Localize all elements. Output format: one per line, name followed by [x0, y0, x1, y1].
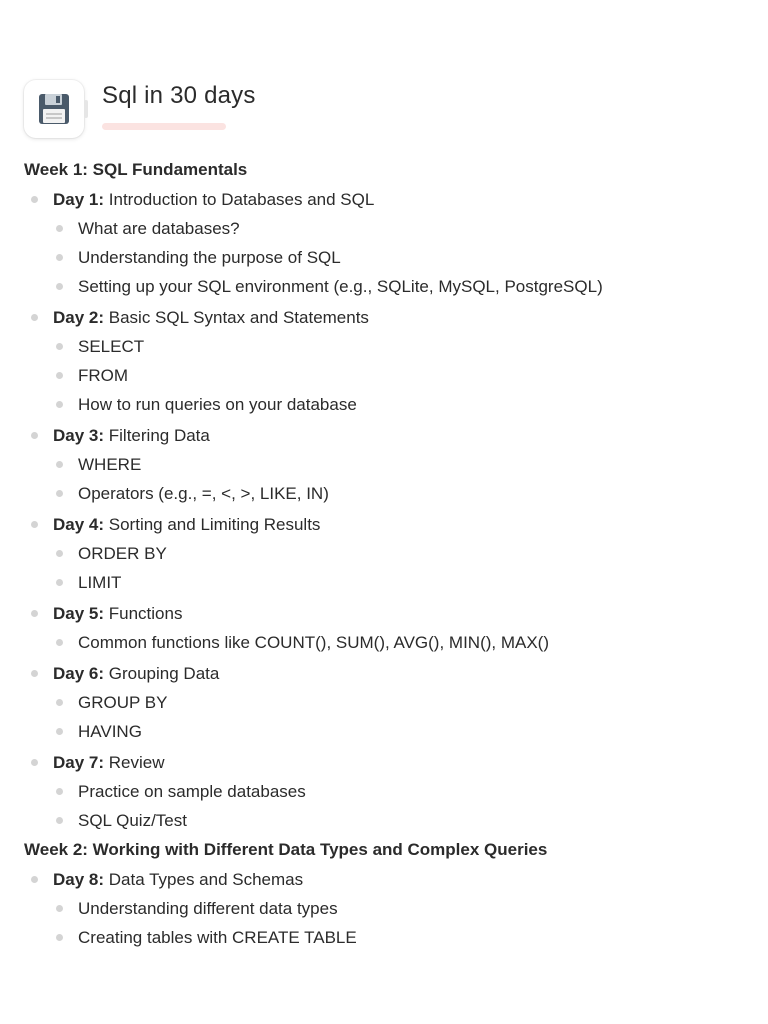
bullet-icon: [56, 283, 63, 290]
week-heading[interactable]: Week 1: SQL Fundamentals: [24, 160, 248, 179]
subtopic-list-item[interactable]: [24, 688, 754, 717]
subtopic-list-item[interactable]: [24, 539, 754, 568]
subtopic-list-item[interactable]: [24, 361, 754, 390]
bullet-icon: [56, 225, 63, 232]
subtopic-text: SQL Quiz/Test: [78, 811, 187, 830]
bullet-icon: [56, 579, 63, 586]
subtopic-text: GROUP BY: [78, 693, 168, 712]
day-topic: Grouping Data: [108, 664, 220, 683]
bullet-icon: [56, 905, 63, 912]
subtopic-text: Setting up your SQL environment (e.g., SQLite, MySQL, PostgreSQL): [78, 277, 603, 296]
day-label: Day 2:: [53, 308, 105, 327]
subtopic-text: Common functions like COUNT(), SUM(), AVG(), MIN(), MAX(): [78, 633, 549, 652]
bullet-icon: [56, 254, 63, 261]
week-heading[interactable]: Week 2: Working with Different Data Types and Complex Queries: [24, 840, 548, 859]
day-list-item[interactable]: [24, 185, 754, 214]
subtopic-text: What are databases?: [78, 219, 240, 238]
bullet-icon: [31, 521, 38, 528]
day-label: Day 1:: [53, 190, 105, 209]
subtopic-list-item[interactable]: [24, 628, 754, 657]
subtopic-list-item[interactable]: [24, 450, 754, 479]
subtopic-list-item[interactable]: [24, 332, 754, 361]
bullet-icon: [56, 461, 63, 468]
day-topic: Functions: [108, 604, 183, 623]
bullet-icon: [31, 432, 38, 439]
bullet-icon: [56, 639, 63, 646]
day-label: Day 5:: [53, 604, 105, 623]
bullet-icon: [56, 817, 63, 824]
subtopic-list-item[interactable]: [24, 243, 754, 272]
document-header: [24, 80, 744, 140]
bullet-icon: [56, 343, 63, 350]
bullet-icon: [56, 788, 63, 795]
bullet-icon: [56, 490, 63, 497]
icon-resize-handle: [84, 100, 88, 118]
day-label: Day 3:: [53, 426, 105, 445]
subtopic-text: Operators (e.g., =, <, >, LIKE, IN): [78, 484, 329, 503]
subtopic-list-item[interactable]: [24, 568, 754, 597]
day-label: Day 7:: [53, 753, 105, 772]
subtopic-text: FROM: [78, 366, 129, 385]
subtopic-list-item[interactable]: [24, 479, 754, 508]
day-topic: Filtering Data: [108, 426, 210, 445]
bullet-icon: [31, 196, 38, 203]
subtopic-text: HAVING: [78, 722, 142, 741]
subtopic-list-item[interactable]: [24, 717, 754, 746]
bullet-icon: [56, 728, 63, 735]
day-topic: Review: [108, 753, 165, 772]
day-topic: Introduction to Databases and SQL: [108, 190, 375, 209]
day-list-item[interactable]: [24, 748, 754, 777]
floppy-disk-icon[interactable]: [24, 80, 84, 138]
day-list-item[interactable]: [24, 659, 754, 688]
day-list-item[interactable]: [24, 510, 754, 539]
bullet-icon: [56, 401, 63, 408]
subtopic-text: LIMIT: [78, 573, 122, 592]
bullet-icon: [31, 670, 38, 677]
day-list-item[interactable]: [24, 421, 754, 450]
subtopic-list-item[interactable]: [24, 806, 754, 835]
day-label: Day 4:: [53, 515, 105, 534]
subtopic-text: Understanding different data types: [78, 899, 338, 918]
subtopic-text: WHERE: [78, 455, 142, 474]
day-topic: Basic SQL Syntax and Statements: [108, 308, 369, 327]
subtopic-text: Practice on sample databases: [78, 782, 306, 801]
bullet-icon: [56, 934, 63, 941]
subtopic-list-item[interactable]: [24, 923, 754, 952]
subtopic-list-item[interactable]: [24, 214, 754, 243]
subtopic-text: Creating tables with CREATE TABLE: [78, 928, 357, 947]
bullet-icon: [56, 372, 63, 379]
bullet-icon: [31, 876, 38, 883]
subtopic-list-item[interactable]: [24, 894, 754, 923]
bullet-icon: [31, 759, 38, 766]
day-list-item[interactable]: [24, 865, 754, 894]
bullet-icon: [56, 550, 63, 557]
day-topic: Sorting and Limiting Results: [108, 515, 321, 534]
page-title[interactable]: Sql in 30 days: [102, 82, 256, 109]
subtopic-text: ORDER BY: [78, 544, 167, 563]
subtopic-list-item[interactable]: [24, 777, 754, 806]
day-topic: Data Types and Schemas: [108, 870, 304, 889]
subtopic-list-item[interactable]: [24, 272, 754, 301]
subtopic-text: How to run queries on your database: [78, 395, 357, 414]
progress-bar: [102, 123, 226, 130]
day-label: Day 8:: [53, 870, 105, 889]
bullet-icon: [31, 610, 38, 617]
subtopic-text: SELECT: [78, 337, 145, 356]
day-label: Day 6:: [53, 664, 105, 683]
day-list-item[interactable]: [24, 599, 754, 628]
document-body: [24, 155, 754, 952]
bullet-icon: [56, 699, 63, 706]
day-list-item[interactable]: [24, 303, 754, 332]
subtopic-list-item[interactable]: [24, 390, 754, 419]
subtopic-text: Understanding the purpose of SQL: [78, 248, 341, 267]
bullet-icon: [31, 314, 38, 321]
